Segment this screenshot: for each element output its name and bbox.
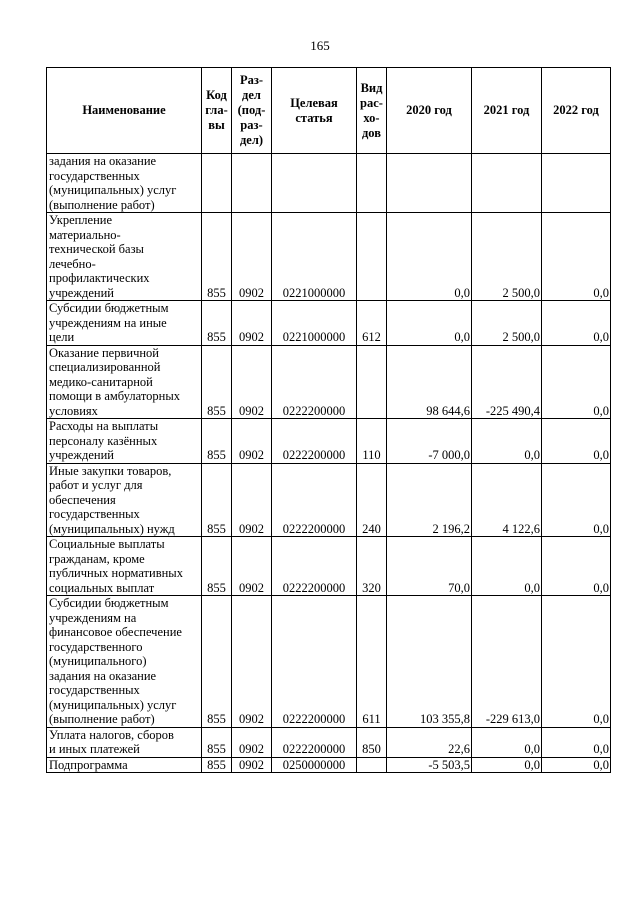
table-row	[47, 213, 611, 301]
table-row	[47, 596, 611, 728]
row-2022: 0,0	[542, 419, 611, 464]
row-2022: 0,0	[542, 596, 611, 728]
table-row	[47, 345, 611, 419]
row-section: 0902	[232, 537, 272, 596]
row-2021: 2 500,0	[472, 213, 542, 301]
row-name: Укрепление материально- технической базы лечебно- профилактических учреждений	[47, 213, 202, 301]
row-code: 855	[202, 213, 232, 301]
row-name: задания на оказание государственных (муниципальных) услуг (выполнение работ)	[47, 154, 202, 213]
row-name: Субсидии бюджетным учреждениям на иные цели	[47, 301, 202, 346]
row-name: Оказание первичной специализированной медико-санитарной помощи в амбулаторных условиях	[47, 345, 202, 419]
header-2022: 2022 год	[542, 68, 611, 154]
row-2020: -7 000,0	[387, 419, 472, 464]
row-2020	[387, 154, 472, 213]
row-section: 0902	[232, 463, 272, 537]
row-name: Подпрограмма	[47, 757, 202, 773]
row-2020: 0,0	[387, 213, 472, 301]
row-code: 855	[202, 596, 232, 728]
row-2022: 0,0	[542, 345, 611, 419]
row-2022: 0,0	[542, 463, 611, 537]
table-row	[47, 463, 611, 537]
row-exptype: 110	[357, 419, 387, 464]
row-code: 855	[202, 301, 232, 346]
row-exptype: 611	[357, 596, 387, 728]
row-2022: 0,0	[542, 213, 611, 301]
row-name: Иные закупки товаров, работ и услуг для обеспечения государственных (муниципальных) нужд	[47, 463, 202, 537]
row-article: 0222200000	[272, 537, 357, 596]
row-exptype: 240	[357, 463, 387, 537]
row-exptype: 612	[357, 301, 387, 346]
row-name: Уплата налогов, сборов и иных платежей	[47, 727, 202, 757]
row-article: 0222200000	[272, 463, 357, 537]
row-exptype	[357, 154, 387, 213]
table-row	[47, 301, 611, 346]
row-article: 0221000000	[272, 301, 357, 346]
row-code: 855	[202, 419, 232, 464]
header-name: Наименование	[47, 68, 202, 154]
row-article: 0222200000	[272, 727, 357, 757]
row-2020: 98 644,6	[387, 345, 472, 419]
header-article: Целевая статья	[272, 68, 357, 154]
row-article: 0222200000	[272, 596, 357, 728]
row-2021: 2 500,0	[472, 301, 542, 346]
row-2021: 0,0	[472, 757, 542, 773]
row-2022: 0,0	[542, 301, 611, 346]
header-code: Код гла- вы	[202, 68, 232, 154]
row-section: 0902	[232, 301, 272, 346]
row-section: 0902	[232, 213, 272, 301]
row-2020: 0,0	[387, 301, 472, 346]
row-2021: 0,0	[472, 419, 542, 464]
row-section: 0902	[232, 345, 272, 419]
row-exptype: 850	[357, 727, 387, 757]
row-article: 0222200000	[272, 345, 357, 419]
row-2022: 0,0	[542, 757, 611, 773]
header-2021: 2021 год	[472, 68, 542, 154]
row-2022: 0,0	[542, 537, 611, 596]
row-2020: -5 503,5	[387, 757, 472, 773]
table-row	[47, 727, 611, 757]
row-code: 855	[202, 463, 232, 537]
row-name: Расходы на выплаты персоналу казённых учреждений	[47, 419, 202, 464]
row-code: 855	[202, 727, 232, 757]
row-exptype	[357, 213, 387, 301]
row-2020: 103 355,8	[387, 596, 472, 728]
row-2022	[542, 154, 611, 213]
row-2021: 0,0	[472, 727, 542, 757]
row-2020: 70,0	[387, 537, 472, 596]
budget-table	[46, 67, 611, 773]
row-section: 0902	[232, 596, 272, 728]
table-header-row	[47, 68, 611, 154]
row-exptype	[357, 757, 387, 773]
row-article: 0221000000	[272, 213, 357, 301]
table-row	[47, 154, 611, 213]
row-article	[272, 154, 357, 213]
table-row	[47, 419, 611, 464]
page-number: 165	[310, 38, 330, 53]
row-2021: 0,0	[472, 537, 542, 596]
row-exptype: 320	[357, 537, 387, 596]
table-row	[47, 537, 611, 596]
row-section	[232, 154, 272, 213]
row-2022: 0,0	[542, 727, 611, 757]
row-exptype	[357, 345, 387, 419]
row-section: 0902	[232, 727, 272, 757]
row-2021	[472, 154, 542, 213]
row-code	[202, 154, 232, 213]
header-2020: 2020 год	[387, 68, 472, 154]
row-code: 855	[202, 537, 232, 596]
row-section: 0902	[232, 419, 272, 464]
row-2021: 4 122,6	[472, 463, 542, 537]
table-row	[47, 757, 611, 773]
row-code: 855	[202, 757, 232, 773]
row-name: Социальные выплаты гражданам, кроме публичных нормативных социальных выплат	[47, 537, 202, 596]
row-section: 0902	[232, 757, 272, 773]
header-section: Раз- дел (под- раз- дел)	[232, 68, 272, 154]
row-article: 0222200000	[272, 419, 357, 464]
row-article: 0250000000	[272, 757, 357, 773]
header-exptype: Вид рас- хо- дов	[357, 68, 387, 154]
row-2020: 2 196,2	[387, 463, 472, 537]
row-2021: -229 613,0	[472, 596, 542, 728]
row-name: Субсидии бюджетным учреждениям на финансовое обеспечение государственного (муниципального) задания на оказание государственных (муниципальных) услуг (выполнение работ)	[47, 596, 202, 728]
row-2021: -225 490,4	[472, 345, 542, 419]
row-code: 855	[202, 345, 232, 419]
row-2020: 22,6	[387, 727, 472, 757]
